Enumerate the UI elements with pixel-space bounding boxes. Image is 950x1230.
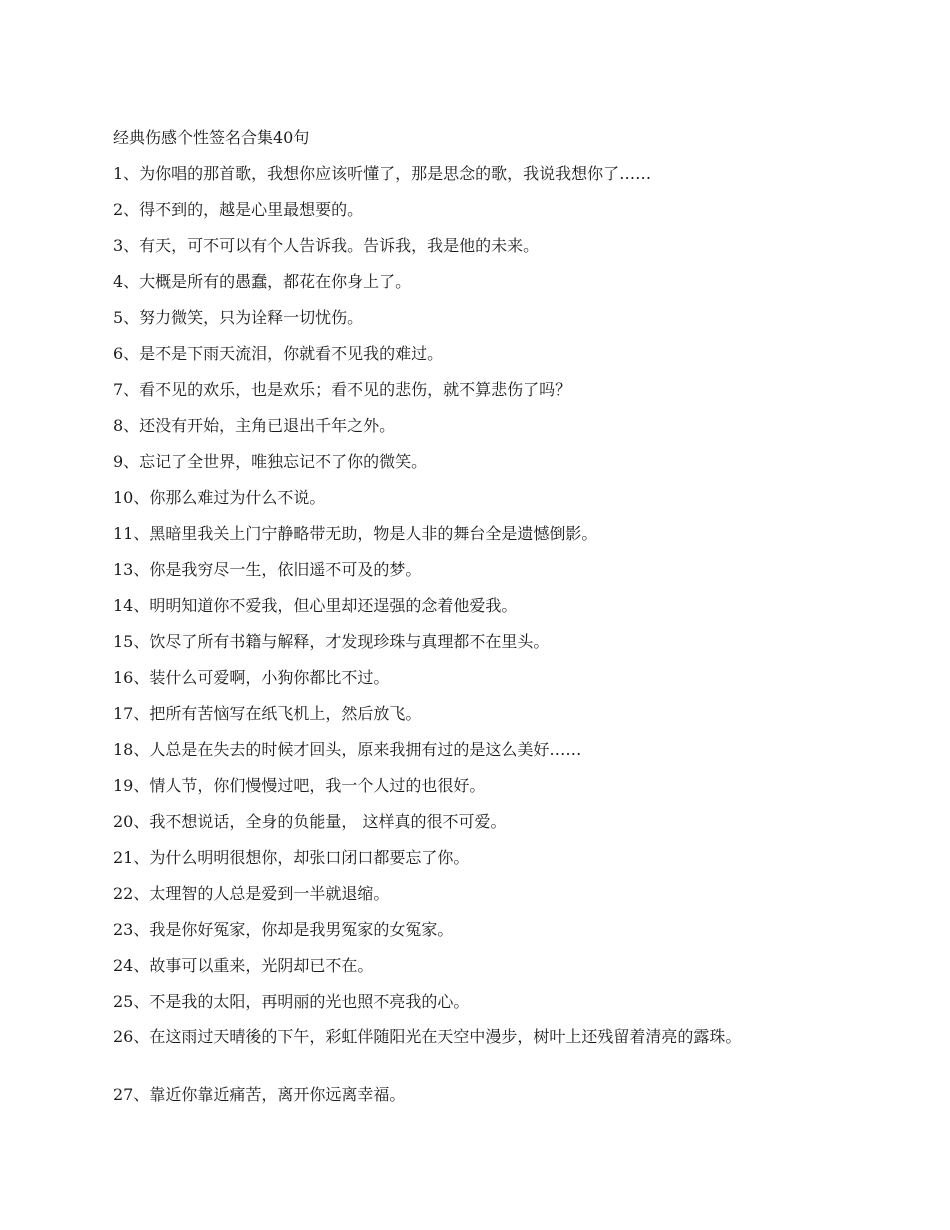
list-item: 2、得不到的，越是心里最想要的。 [113, 200, 364, 219]
list-item: 26、在这雨过天晴後的下午，彩虹伴随阳光在天空中漫步，树叶上还残留着清亮的露珠。 [113, 1027, 742, 1046]
list-item: 25、不是我的太阳，再明丽的光也照不亮我的心。 [113, 992, 470, 1011]
list-item: 6、是不是下雨天流泪，你就看不见我的难过。 [113, 344, 444, 363]
list-item: 4、大概是所有的愚蠢，都花在你身上了。 [113, 272, 412, 291]
list-item: 16、装什么可爱啊，小狗你都比不过。 [113, 668, 390, 687]
list-item: 14、明明知道你不爱我，但心里却还逞强的念着他爱我。 [113, 596, 518, 615]
list-item: 17、把所有苦恼写在纸飞机上，然后放飞。 [113, 704, 422, 723]
list-item: 19、情人节，你们慢慢过吧，我一个人过的也很好。 [113, 776, 486, 795]
list-item: 1、为你唱的那首歌，我想你应该听懂了，那是思念的歌，我说我想你了…… [113, 164, 652, 183]
list-item: 20、我不想说话，全身的负能量， 这样真的很不可爱。 [113, 812, 507, 831]
list-item: 3、有天，可不可以有个人告诉我。告诉我，我是他的未来。 [113, 236, 540, 255]
list-item: 11、黑暗里我关上门宁静略带无助，物是人非的舞台全是遗憾倒影。 [113, 524, 598, 543]
list-item: 24、故事可以重来，光阴却已不在。 [113, 956, 374, 975]
document-title: 经典伤感个性签名合集40句 [113, 128, 310, 147]
list-item: 8、还没有开始，主角已退出千年之外。 [113, 416, 396, 435]
list-item: 7、看不见的欢乐，也是欢乐；看不见的悲伤，就不算悲伤了吗？ [113, 380, 572, 399]
list-item: 13、你是我穷尽一生，依旧遥不可及的梦。 [113, 560, 422, 579]
list-item: 15、饮尽了所有书籍与解释，才发现珍珠与真理都不在里头。 [113, 632, 550, 651]
list-item: 18、人总是在失去的时候才回头，原来我拥有过的是这么美好…… [113, 740, 582, 759]
list-item: 27、靠近你靠近痛苦，离开你远离幸福。 [113, 1085, 406, 1104]
list-item: 9、忘记了全世界，唯独忘记不了你的微笑。 [113, 452, 428, 471]
list-item: 23、我是你好冤家，你却是我男冤家的女冤家。 [113, 920, 454, 939]
document-body [113, 127, 813, 1120]
list-item: 5、努力微笑，只为诠释一切忧伤。 [113, 308, 364, 327]
list-item: 22、太理智的人总是爱到一半就退缩。 [113, 884, 390, 903]
list-item: 21、为什么明明很想你，却张口闭口都要忘了你。 [113, 848, 470, 867]
list-item: 10、你那么难过为什么不说。 [113, 488, 326, 507]
